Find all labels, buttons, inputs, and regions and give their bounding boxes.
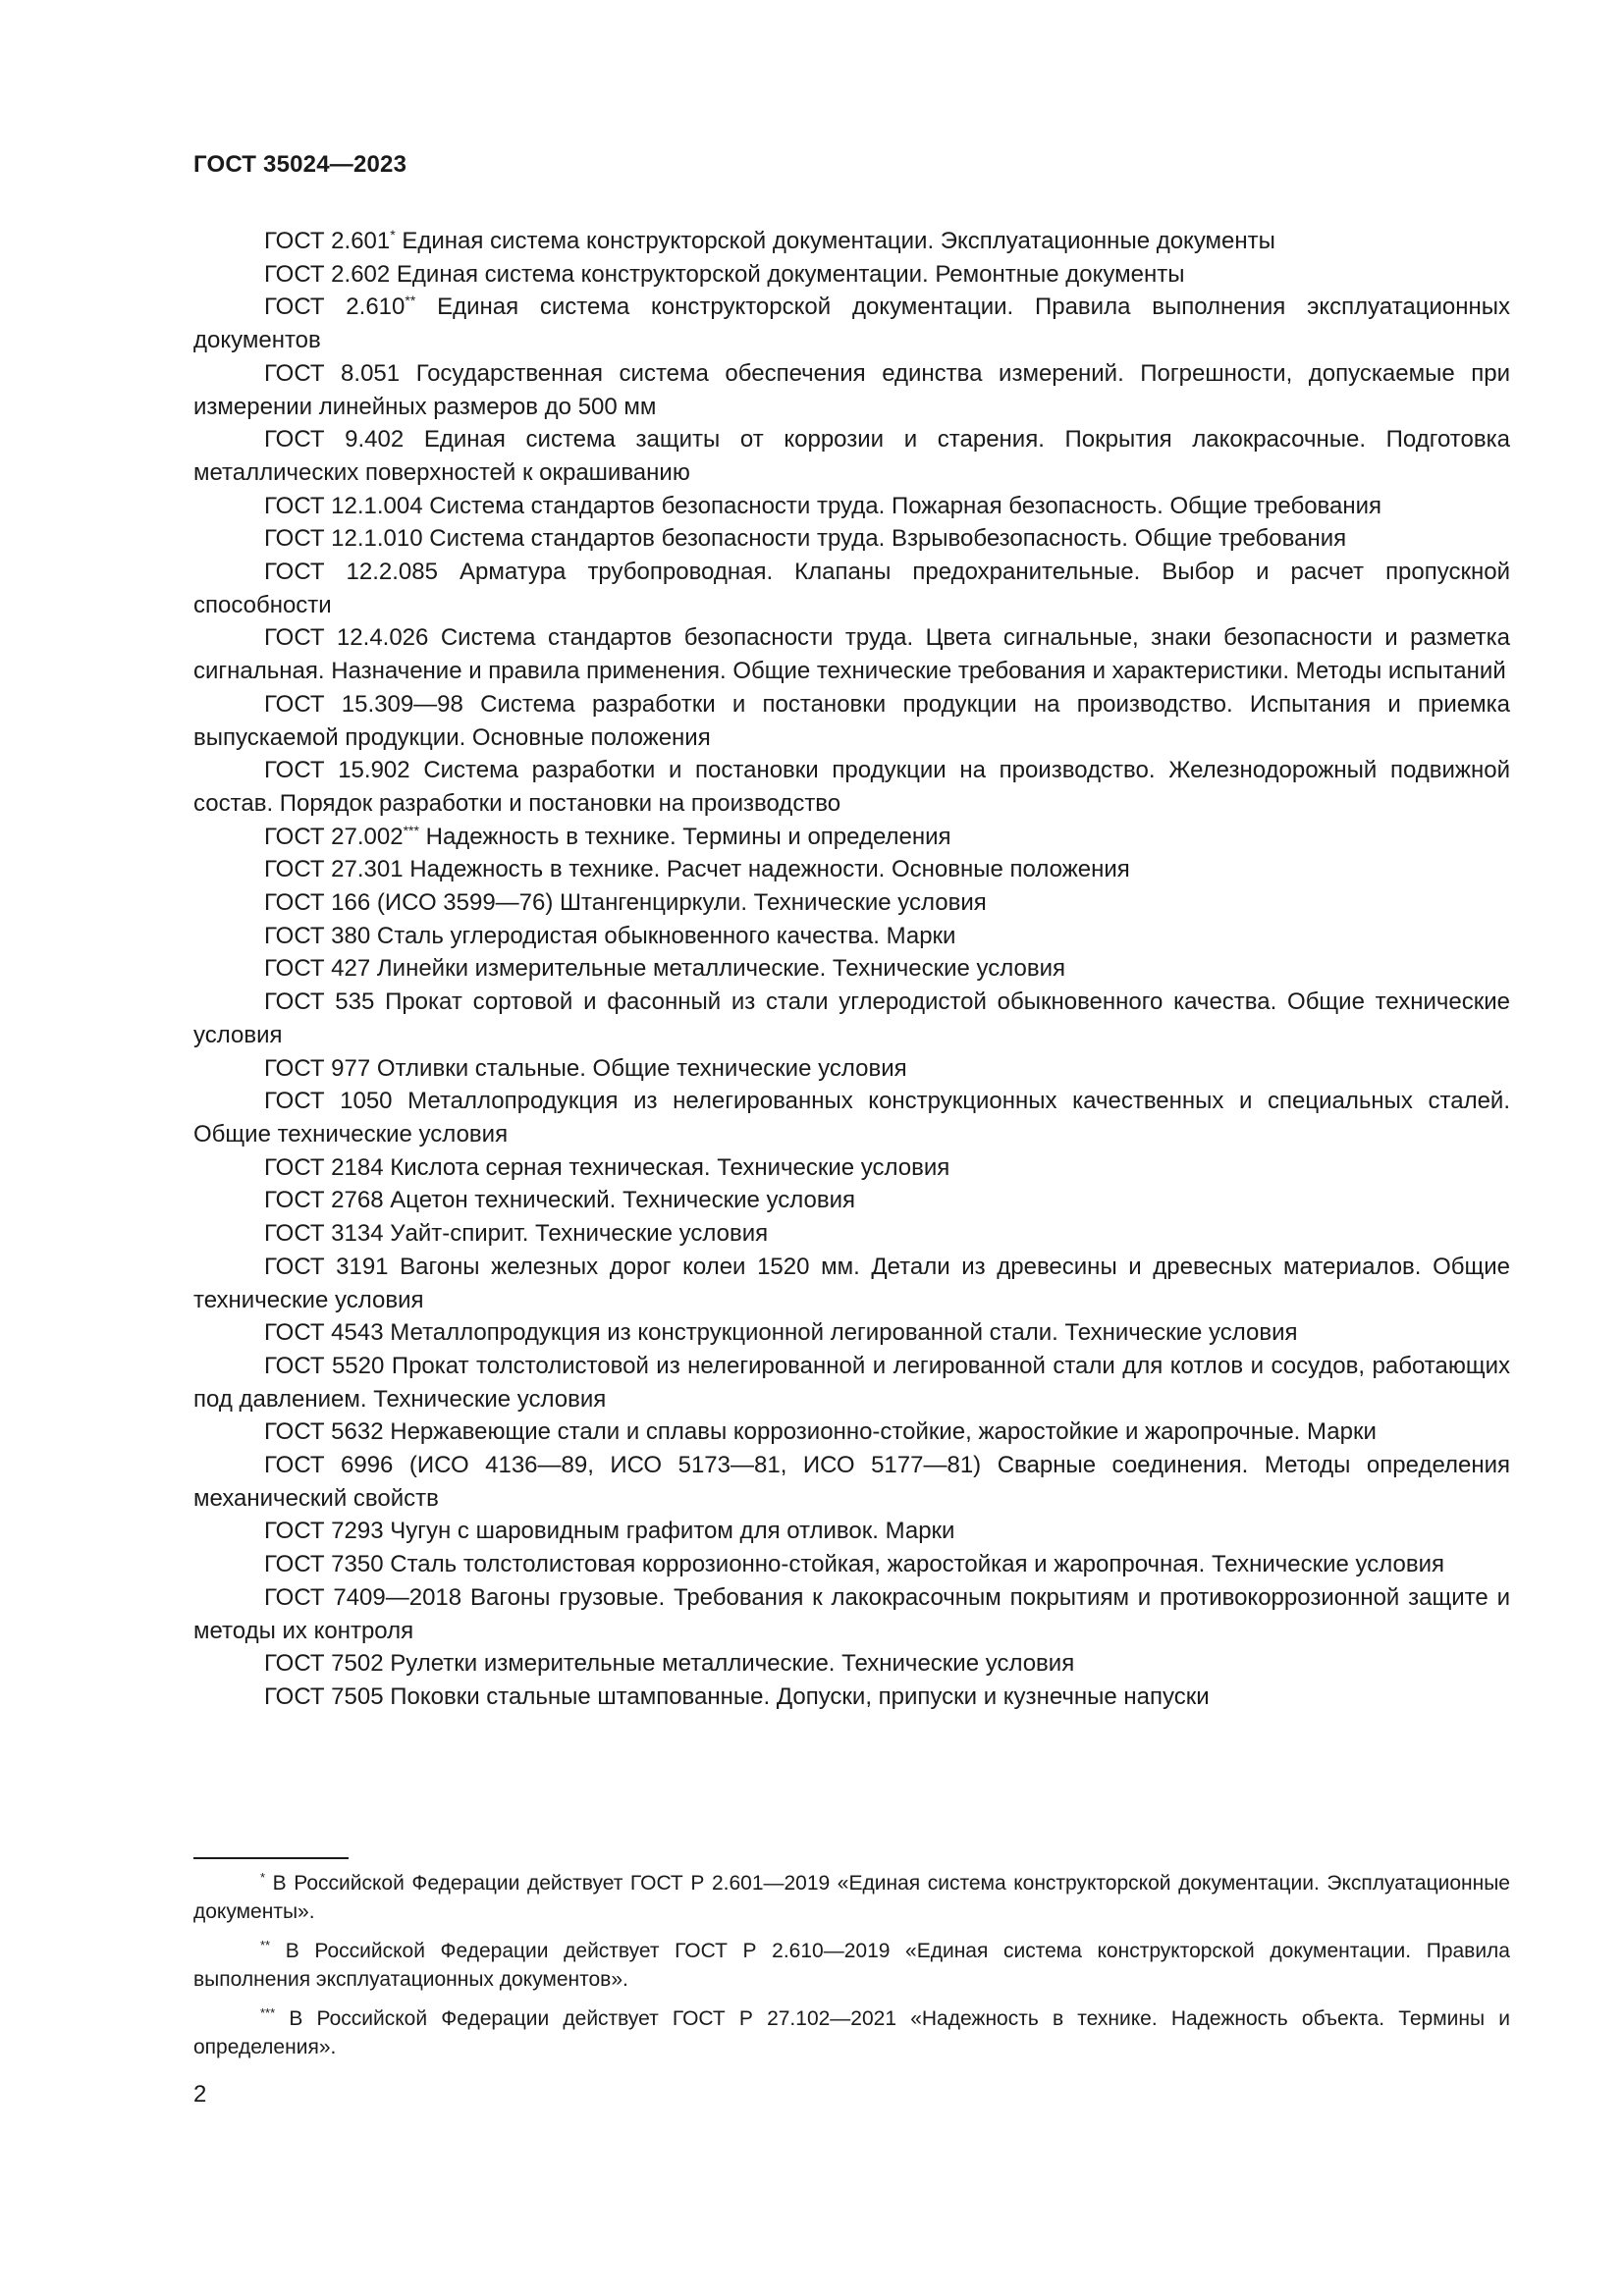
reference-item [193, 1647, 1510, 1681]
reference-title: Система стандартов безопасности труда. Пожарная безопасность. Общие требования [429, 492, 1382, 519]
reference-code: ГОСТ 9.402 [264, 426, 405, 454]
reference-title: Система стандартов безопасности труда. Цвета сигнальные, знаки безопасности и разметка сигнальная. Назначение и правила применения. Общие технические требования и характеристики. Методы испытаний [193, 624, 1510, 685]
reference-code: ГОСТ 5632 [264, 1418, 384, 1446]
reference-item [193, 754, 1510, 820]
reference-item [193, 556, 1510, 621]
reference-title: Надежность в технике. Расчет надежности. Основные положения [409, 856, 1130, 883]
reference-code: ГОСТ 12.2.085 [264, 559, 438, 586]
footnote-marker: * [260, 1870, 266, 1885]
reference-code: ГОСТ 8.051 [264, 359, 401, 387]
reference-item [193, 1085, 1510, 1150]
reference-item [193, 225, 1510, 258]
reference-item [193, 522, 1510, 556]
reference-title: Отливки стальные. Общие технические условия [376, 1054, 907, 1082]
reference-item [193, 357, 1510, 423]
reference-title: Чугун с шаровидным графитом для отливок. Марки [390, 1518, 955, 1545]
reference-code: ГОСТ 6996 (ИСО 4136—89, ИСО 5173—81, ИСО 5177—81) [264, 1452, 982, 1479]
reference-title: Прокат толстолистовой из нелегированной и легированной стали для котлов и сосудов, работающих под давлением. Технические условия [193, 1352, 1510, 1413]
reference-title: Линейки измерительные металлические. Технические условия [376, 955, 1066, 983]
reference-title: Единая система защиты от коррозии и старения. Покрытия лакокрасочные. Подготовка металлических поверхностей к окрашиванию [193, 426, 1510, 486]
reference-code: ГОСТ 1050 [264, 1088, 393, 1115]
running-header: ГОСТ 35024—2023 [193, 151, 407, 178]
footnote-item [193, 2004, 1510, 2061]
reference-code: ГОСТ 15.309—98 [264, 690, 463, 718]
reference-title: Поковки стальные штампованные. Допуски, припуски и кузнечные напуски [390, 1682, 1210, 1710]
reference-title: Металлопродукция из конструкционной легированной стали. Технические условия [390, 1319, 1298, 1347]
reference-title: Вагоны железных дорог колеи 1520 мм. Детали из древесины и древесных материалов. Общие технические условия [193, 1253, 1510, 1313]
reference-code: ГОСТ 7293 [264, 1518, 384, 1545]
reference-item [193, 1350, 1510, 1415]
reference-item [193, 621, 1510, 687]
reference-title: Сталь толстолистовая коррозионно-стойкая, жаростойкая и жаропрочная. Технические условия [390, 1551, 1445, 1578]
reference-item [193, 1681, 1510, 1714]
footnote-marker: *** [403, 822, 419, 838]
reference-code: ГОСТ 2768 [264, 1187, 384, 1214]
reference-code: ГОСТ 977 [264, 1054, 371, 1082]
footnote-marker: *** [260, 2005, 276, 2020]
reference-item [193, 1449, 1510, 1515]
footnote-text: В Российской Федерации действует ГОСТ Р 2.601—2019 «Единая система конструкторской документации. Эксплуатационные документы». [193, 1872, 1510, 1923]
footnote-item [193, 1937, 1510, 1994]
reference-title: Сталь углеродистая обыкновенного качества. Марки [376, 922, 956, 949]
reference-code: ГОСТ 4543 [264, 1319, 384, 1347]
reference-title: Единая система конструкторской документации. Правила выполнения эксплуатационных документов [193, 294, 1510, 354]
reference-code: ГОСТ 427 [264, 955, 371, 983]
footnote-marker: ** [405, 293, 416, 309]
reference-title: Металлопродукция из нелегированных конструкционных качественных и специальных сталей. Общие технические условия [193, 1088, 1510, 1148]
footnote-marker: * [390, 227, 396, 242]
footnote-text: В Российской Федерации действует ГОСТ Р 2.610—2019 «Единая система конструкторской документации. Правила выполнения эксплуатационных документов». [193, 1940, 1510, 1991]
reference-code: ГОСТ 15.902 [264, 757, 410, 784]
reference-code: ГОСТ 27.002 [264, 823, 404, 850]
footnote-item [193, 1869, 1510, 1926]
reference-title: Государственная система обеспечения единства измерений. Погрешности, допускаемые при измерении линейных размеров до 500 мм [193, 359, 1510, 420]
reference-title: Штангенциркули. Технические условия [560, 889, 987, 917]
reference-item [193, 1515, 1510, 1548]
footnote-separator [193, 1857, 349, 1859]
reference-title: Единая система конструкторской документации. Ремонтные документы [396, 260, 1185, 288]
reference-item [193, 986, 1510, 1051]
reference-code: ГОСТ 5520 [264, 1352, 385, 1379]
reference-item [193, 821, 1510, 854]
reference-title: Нержавеющие стали и сплавы коррозионно-стойкие, жаростойкие и жаропрочные. Марки [390, 1418, 1377, 1446]
reference-item [193, 291, 1510, 356]
reference-code: ГОСТ 2184 [264, 1153, 384, 1181]
reference-item [193, 853, 1510, 886]
reference-code: ГОСТ 12.4.026 [264, 624, 429, 652]
reference-item [193, 1151, 1510, 1185]
reference-title: Кислота серная техническая. Технические условия [390, 1153, 950, 1181]
reference-code: ГОСТ 2.601 [264, 228, 391, 254]
reference-title: Арматура трубопроводная. Клапаны предохранительные. Выбор и расчет пропускной способности [193, 559, 1510, 618]
reference-title: Система стандартов безопасности труда. Взрывобезопасность. Общие требования [429, 525, 1347, 553]
reference-title: Уайт-спирит. Технические условия [390, 1220, 769, 1248]
reference-code: ГОСТ 12.1.010 [264, 525, 423, 553]
reference-title: Вагоны грузовые. Требования к лакокрасочным покрытиям и противокоррозионной защите и методы их контроля [193, 1583, 1510, 1644]
reference-code: ГОСТ 3134 [264, 1220, 384, 1248]
reference-code: ГОСТ 12.1.004 [264, 492, 423, 519]
reference-code: ГОСТ 7350 [264, 1551, 384, 1578]
reference-title: Рулетки измерительные металлические. Технические условия [390, 1650, 1075, 1678]
reference-item [193, 1052, 1510, 1086]
reference-item [193, 1316, 1510, 1350]
reference-item [193, 1415, 1510, 1449]
reference-code: ГОСТ 7502 [264, 1650, 384, 1678]
reference-item [193, 423, 1510, 489]
reference-title: Прокат сортовой и фасонный из стали углеродистой обыкновенного качества. Общие технические условия [193, 988, 1510, 1048]
reference-item [193, 1548, 1510, 1581]
reference-title: Сварные соединения. Методы определения механический свойств [193, 1452, 1511, 1512]
reference-title: Система разработки и постановки продукции на производство. Испытания и приемка выпускаемой продукции. Основные положения [193, 690, 1511, 751]
reference-item [193, 258, 1510, 292]
reference-item [193, 1217, 1510, 1251]
reference-code: ГОСТ 7409—2018 [264, 1583, 462, 1611]
reference-code: ГОСТ 27.301 [264, 856, 404, 883]
reference-title: Надежность в технике. Термины и определения [425, 823, 951, 850]
reference-code: ГОСТ 380 [264, 922, 371, 949]
reference-item [193, 920, 1510, 953]
footnote-text: В Российской Федерации действует ГОСТ Р 27.102—2021 «Надежность в технике. Надежность объекта. Термины и определения». [193, 2007, 1510, 2058]
reference-item [193, 952, 1510, 986]
reference-item [193, 1581, 1510, 1647]
reference-item [193, 688, 1510, 754]
page-number: 2 [193, 2081, 207, 2108]
reference-item [193, 1184, 1510, 1217]
normative-references-list [193, 225, 1510, 1714]
reference-code: ГОСТ 535 [264, 988, 375, 1016]
reference-item [193, 1251, 1510, 1316]
reference-code: ГОСТ 3191 [264, 1253, 389, 1280]
reference-item [193, 886, 1510, 920]
reference-item [193, 490, 1510, 523]
footnote-marker: ** [260, 1938, 271, 1952]
reference-code: ГОСТ 7505 [264, 1682, 384, 1710]
reference-title: Единая система конструкторской документации. Эксплуатационные документы [402, 228, 1275, 254]
footnotes-list [193, 1869, 1510, 2072]
reference-title: Система разработки и постановки продукции на производство. Железнодорожный подвижной состав. Порядок разработки и постановки на производство [193, 757, 1510, 817]
reference-code: ГОСТ 166 (ИСО 3599—76) [264, 889, 554, 917]
reference-title: Ацетон технический. Технические условия [390, 1187, 856, 1214]
reference-code: ГОСТ 2.610 [264, 294, 406, 321]
reference-code: ГОСТ 2.602 [264, 260, 391, 288]
